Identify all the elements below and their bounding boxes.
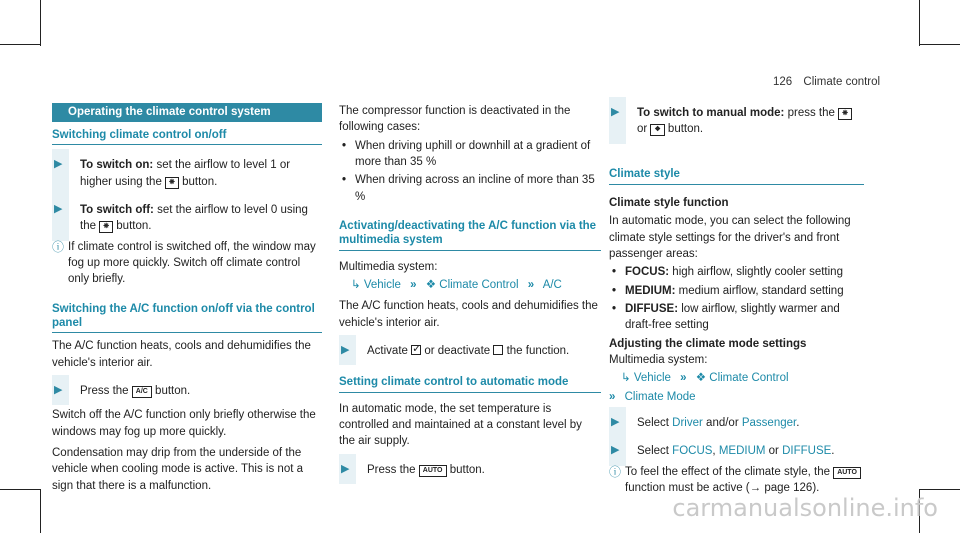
style-item bbox=[609, 283, 864, 299]
item-key: DIFFUSE: bbox=[625, 302, 679, 315]
step-text: button. bbox=[116, 220, 152, 233]
step-label: To switch off: bbox=[80, 204, 154, 217]
subheading-style-function: Climate style function bbox=[609, 196, 729, 209]
step-text: Activate bbox=[367, 345, 408, 358]
step-text: press the bbox=[787, 107, 835, 119]
info-icon: ⓘ bbox=[52, 239, 65, 254]
watermark: carmanualsonline.info bbox=[672, 493, 938, 522]
step-text: button. bbox=[667, 123, 704, 136]
crop-mark bbox=[40, 489, 41, 533]
step-select-seat bbox=[609, 415, 864, 431]
subheading-multimedia: Activating/deactivating the A/C function via the multimedia system bbox=[339, 219, 601, 251]
double-chevron-icon: » bbox=[410, 279, 417, 292]
option-driver: Driver bbox=[672, 416, 703, 429]
item-text: low airflow, slightly warmer and draft-free setting bbox=[625, 302, 840, 332]
step-text: the function. bbox=[506, 345, 570, 358]
step-switch-on bbox=[52, 157, 322, 190]
section-bar: Operating the climate control system bbox=[52, 103, 322, 122]
subheading-switching: Switching climate control on/off bbox=[52, 128, 322, 145]
menu-path bbox=[339, 277, 601, 293]
option-passenger: Passenger bbox=[741, 416, 797, 429]
paragraph: Switch off the A/C function only briefly otherwise the windows may fog up more quickly. bbox=[52, 409, 316, 438]
step-activate bbox=[339, 343, 601, 359]
crop-mark bbox=[919, 44, 960, 45]
ac-key-icon: A/C bbox=[132, 386, 152, 398]
step-arrow-icon: ▶ bbox=[54, 158, 63, 171]
step-text: set the airflow to level 0 using the bbox=[80, 204, 308, 233]
column-1 bbox=[52, 103, 322, 494]
bullet-icon: • bbox=[612, 266, 617, 279]
page-header bbox=[773, 74, 880, 90]
page-reference[interactable]: page 126 bbox=[764, 481, 813, 494]
info-note bbox=[52, 239, 322, 288]
step-arrow-icon: ▶ bbox=[341, 344, 350, 357]
step-label: To switch on: bbox=[80, 159, 154, 172]
multimedia-label: Multimedia system: bbox=[339, 260, 438, 273]
step-arrow-icon: ▶ bbox=[341, 462, 350, 475]
auto-key-icon: AUTO bbox=[833, 467, 861, 479]
climate-icon: ❖ bbox=[695, 372, 707, 385]
note-text: If climate control is switched off, the window may fog up more quickly. Switch off climate control only briefly. bbox=[68, 240, 316, 286]
info-icon: ⓘ bbox=[609, 464, 622, 479]
option-focus: FOCUS bbox=[672, 445, 713, 458]
page-number: 126 bbox=[773, 76, 793, 88]
step-select-style: ▶ Select FOCUS, MEDIUM or DIFFUSE. bbox=[609, 443, 864, 459]
step-text: Select bbox=[637, 445, 669, 458]
step-text: button. bbox=[155, 385, 191, 398]
subheading-automatic: Setting climate control to automatic mode bbox=[339, 375, 601, 392]
step-text: set the airflow to level 1 or higher using the bbox=[80, 159, 291, 188]
item-key: MEDIUM: bbox=[625, 284, 676, 297]
step-manual-mode bbox=[609, 105, 864, 138]
paragraph: The A/C function heats, cools and dehumidifies the vehicle's interior air. bbox=[339, 300, 598, 329]
menu-path bbox=[609, 370, 864, 386]
double-chevron-icon: » bbox=[527, 279, 535, 292]
double-chevron-icon: » bbox=[680, 372, 687, 385]
bullet-icon: • bbox=[612, 284, 617, 297]
item-text: high airflow, slightly cooler setting bbox=[672, 266, 843, 279]
step-text: and/or bbox=[706, 416, 739, 429]
step-label: To switch to manual mode: bbox=[637, 107, 785, 119]
paragraph: The compressor function is deactivated in the following cases: bbox=[339, 105, 571, 134]
menu-item: Climate Mode bbox=[624, 390, 696, 403]
step-text: . bbox=[796, 416, 800, 429]
step-text: Press the bbox=[367, 463, 416, 476]
paragraph: In automatic mode, you can select the following climate style settings for the driver's and front passenger areas: bbox=[609, 215, 851, 260]
note-text: function must be active ( bbox=[625, 481, 750, 494]
bullet-icon: • bbox=[342, 174, 347, 187]
paragraph: In automatic mode, the set temperature is controlled and maintained at a constant level by the air supply. bbox=[339, 402, 582, 448]
bullet-text: When driving across an incline of more than 35 % bbox=[355, 174, 595, 203]
item-text: medium airflow, standard setting bbox=[678, 284, 844, 297]
step-arrow-icon: ▶ bbox=[54, 384, 63, 397]
step-text: Select bbox=[637, 416, 669, 429]
bullet-item bbox=[339, 138, 601, 171]
menu-arrow-icon: ↳ bbox=[351, 279, 361, 292]
step-switch-off bbox=[52, 202, 322, 235]
item-key: FOCUS: bbox=[625, 266, 670, 279]
step-press-auto bbox=[339, 462, 601, 478]
step-text: button. bbox=[449, 463, 485, 476]
menu-path-cont bbox=[609, 389, 864, 405]
style-item bbox=[609, 301, 864, 334]
fan-icon: ❋ bbox=[165, 177, 179, 189]
step-text: button. bbox=[182, 175, 218, 188]
step-text: Press the bbox=[80, 385, 129, 398]
note-text: ). bbox=[812, 481, 820, 494]
crop-mark bbox=[0, 44, 40, 45]
menu-item: Climate Control bbox=[439, 279, 519, 292]
menu-item: Vehicle bbox=[633, 372, 671, 385]
multimedia-label: Multimedia system: bbox=[609, 353, 708, 366]
auto-key-icon: AUTO bbox=[419, 465, 447, 477]
fan-icon: ❋ bbox=[99, 221, 113, 233]
step-text: or deactivate bbox=[424, 345, 491, 358]
column-3 bbox=[609, 103, 864, 496]
column-2 bbox=[339, 103, 601, 478]
step-arrow-icon: ▶ bbox=[611, 106, 620, 118]
option-medium: MEDIUM bbox=[718, 445, 766, 458]
note-text: To feel the effect of the climate style, the bbox=[625, 465, 830, 478]
bullet-icon: • bbox=[612, 302, 617, 315]
checkbox-checked-icon bbox=[411, 345, 421, 355]
crop-mark bbox=[919, 489, 960, 490]
menu-item: Climate Control bbox=[709, 372, 789, 385]
bullet-text: When driving uphill or downhill at a gradient of more than 35 % bbox=[355, 139, 591, 168]
step-arrow-icon: ▶ bbox=[611, 444, 620, 457]
crop-mark bbox=[919, 0, 920, 46]
menu-item: Vehicle bbox=[363, 279, 401, 292]
section-title: Climate control bbox=[803, 76, 881, 88]
crop-mark bbox=[40, 0, 41, 46]
paragraph: Condensation may drip from the underside of the vehicle when cooling mode is active. This is not a sign that there is a malfunction. bbox=[52, 447, 304, 492]
option-diffuse: DIFFUSE bbox=[782, 445, 832, 458]
step-text: or bbox=[768, 445, 779, 458]
menu-item: A/C bbox=[542, 279, 562, 292]
step-press-ac bbox=[52, 383, 322, 399]
bullet-icon: • bbox=[342, 139, 347, 152]
airflow-icon: ❖ bbox=[650, 124, 664, 136]
checkbox-empty-icon bbox=[493, 345, 503, 355]
paragraph: The A/C function heats, cools and dehumidifies the vehicle's interior air. bbox=[52, 340, 311, 369]
fan-icon: ❋ bbox=[838, 108, 852, 120]
climate-icon: ❖ bbox=[425, 279, 437, 292]
step-arrow-icon: ▶ bbox=[54, 203, 63, 216]
step-arrow-icon: ▶ bbox=[611, 415, 620, 428]
menu-arrow-icon: ↳ bbox=[621, 372, 631, 385]
crop-mark bbox=[0, 489, 40, 490]
step-text: or bbox=[637, 123, 648, 136]
style-item bbox=[609, 264, 864, 280]
bullet-item bbox=[339, 172, 601, 205]
double-chevron-icon: » bbox=[609, 390, 616, 403]
subheading-adjusting: Adjusting the climate mode settings bbox=[609, 337, 807, 350]
arrow-right-icon: → bbox=[749, 481, 765, 494]
heading-climate-style: Climate style bbox=[609, 166, 864, 185]
subheading-control-panel: Switching the A/C function on/off via the control panel bbox=[52, 302, 322, 334]
